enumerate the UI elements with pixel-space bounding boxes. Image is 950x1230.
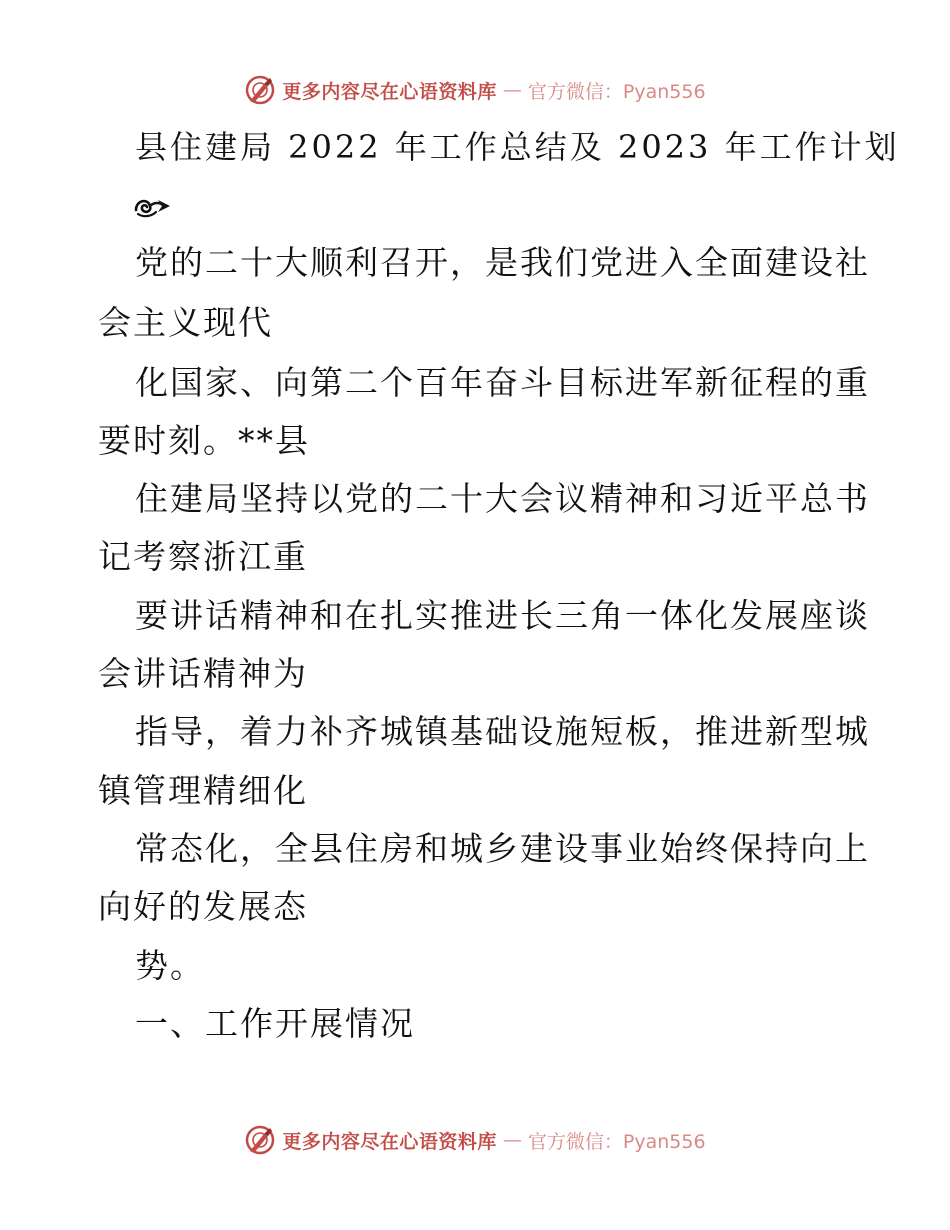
brand-logo-icon: [244, 74, 276, 106]
paragraph-line: 党的二十大顺利召开，是我们党进入全面建设社: [135, 243, 870, 282]
paragraph-line: 常态化，全县住房和城乡建设事业始终保持向上: [135, 829, 870, 868]
paragraph-line: 指导，着力补齐城镇基础设施短板，推进新型城: [135, 712, 870, 751]
section-heading: 一、工作开展情况: [135, 1004, 415, 1043]
banner-text: 更多内容尽在心语资料库: [282, 1130, 497, 1153]
paragraph-line: 住建局坚持以党的二十大会议精神和习近平总书: [135, 479, 870, 518]
banner-text: 更多内容尽在心语资料库: [282, 80, 497, 103]
paragraph-line: 镇管理精细化: [98, 771, 308, 810]
paragraph-line: 要讲话精神和在扎实推进长三角一体化发展座谈: [135, 596, 870, 635]
flourish-ornament-icon: [132, 192, 174, 222]
paragraph-line: 记考察浙江重: [98, 537, 308, 576]
banner-wechat: 官方微信：Pyan556: [527, 80, 706, 103]
paragraph-line: 会讲话精神为: [98, 654, 308, 693]
paragraph-line: 化国家、向第二个百年奋斗目标进军新征程的重: [135, 363, 870, 402]
paragraph-line: 势。: [135, 946, 205, 985]
header-banner: [0, 70, 950, 110]
document-title: 县住建局 2022 年工作总结及 2023 年工作计划: [135, 128, 900, 166]
banner-wechat: 官方微信：Pyan556: [527, 1130, 706, 1153]
paragraph-line: 会主义现代: [98, 303, 273, 342]
paragraph-line: 向好的发展态: [98, 887, 308, 926]
paragraph-line: 要时刻。**县: [98, 421, 310, 460]
banner-separator: —: [502, 79, 522, 101]
brand-logo-icon: [244, 1124, 276, 1156]
banner-separator: —: [502, 1129, 522, 1151]
footer-banner: [0, 1120, 950, 1160]
